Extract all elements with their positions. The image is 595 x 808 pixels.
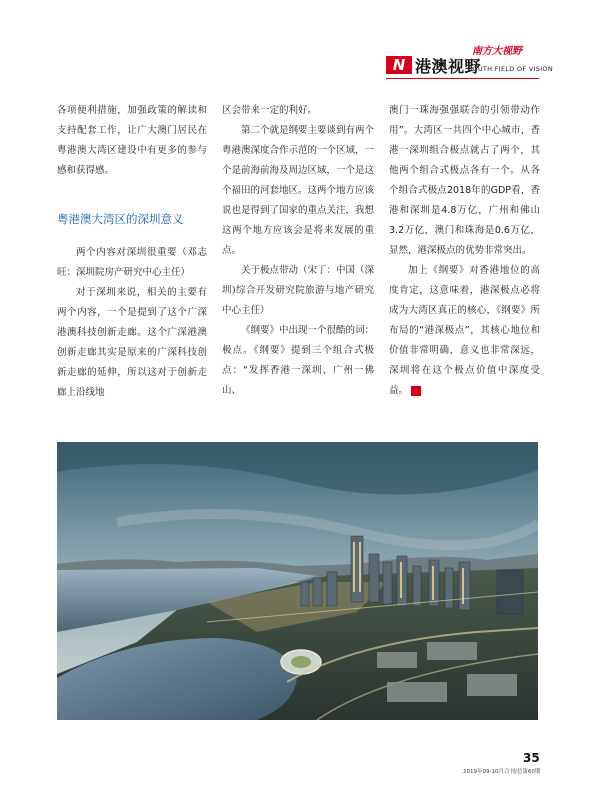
paragraph: 《纲要》中出现一个很酷的词：极点。《纲要》提到三个组合式极点：“发挥香港一深圳、广州一佛山、 [222, 325, 375, 396]
article-column-2 [222, 101, 374, 401]
city-skyline-photo [57, 442, 538, 720]
article-column-1 [57, 101, 207, 403]
end-mark-icon: N [411, 386, 421, 396]
paragraph-text: 加上《纲要》对香港地位的高度肯定，这意味着，港深极点必将成为大湾区真正的核心，《纲要》所布局的“港深极点”，其核心地位和价值非常明确，意义也非常深远，深圳将在这个极点价值中深度受益。 [389, 265, 540, 396]
issue-info: 2019年09-10月合刊/总第60期 [463, 769, 541, 775]
magazine-logo: N [386, 56, 412, 74]
article-column-3 [389, 101, 540, 401]
section-heading: 粤港澳大湾区的深圳意义 [57, 212, 184, 226]
header-rule [386, 78, 539, 79]
section-subtitle: SOUTH FIELD OF VISION [468, 65, 553, 73]
city-skyline-illustration [57, 442, 538, 720]
paragraph [389, 261, 540, 401]
section-title: 港澳视野 [415, 57, 482, 76]
sub-heading-paragraph: 关于极点带动（宋丁：中国（深圳)综合开发研究院旅游与地产研究中心主任） [222, 265, 375, 316]
paragraph: 对于深圳来说，相关的主要有两个内容，一个是提到了这个广深港澳科技创新走廊。这个广深港澳创新走廊其实是原来的广深科技创新走廊的延伸，所以这对于创新走廊上沿线地 [57, 287, 207, 398]
sub-heading-paragraph: 两个内容对深圳很重要（邓志旺：深圳院房产研究中心主任） [57, 247, 207, 278]
paragraph: 第二个就是纲要主要谈到有两个粤港澳深度合作示范的一个区域，一个是前海前海及周边区域，一个是这个福田的河套地区。这两个地方应该说也是得到了国家的重点关注，我想这两个地方应该会是将来发展的重点。 [222, 125, 375, 256]
paragraph: 澳门一珠海强强联合的引领带动作用”。大湾区一共四个中心城市，香港一深圳组合极点就占了两个，其他两个组合式极点各有一个。从各个组合式极点2018年的GDP看，香港和深圳是4.8万亿，广州和佛山3.2万亿，澳门和珠海是0.6万亿，显然，港深极点的优势非常突出。 [389, 105, 540, 256]
page-number: 35 [523, 751, 540, 765]
paragraph: 各项便利措施，加强政策的解读和支持配套工作，让广大澳门居民在粤港澳大湾区建设中有更多的参与感和获得感。 [57, 105, 207, 176]
brand-calligraphy: 南方大视野 [472, 46, 522, 57]
paragraph: 区会带来一定的利好。 [222, 105, 318, 116]
